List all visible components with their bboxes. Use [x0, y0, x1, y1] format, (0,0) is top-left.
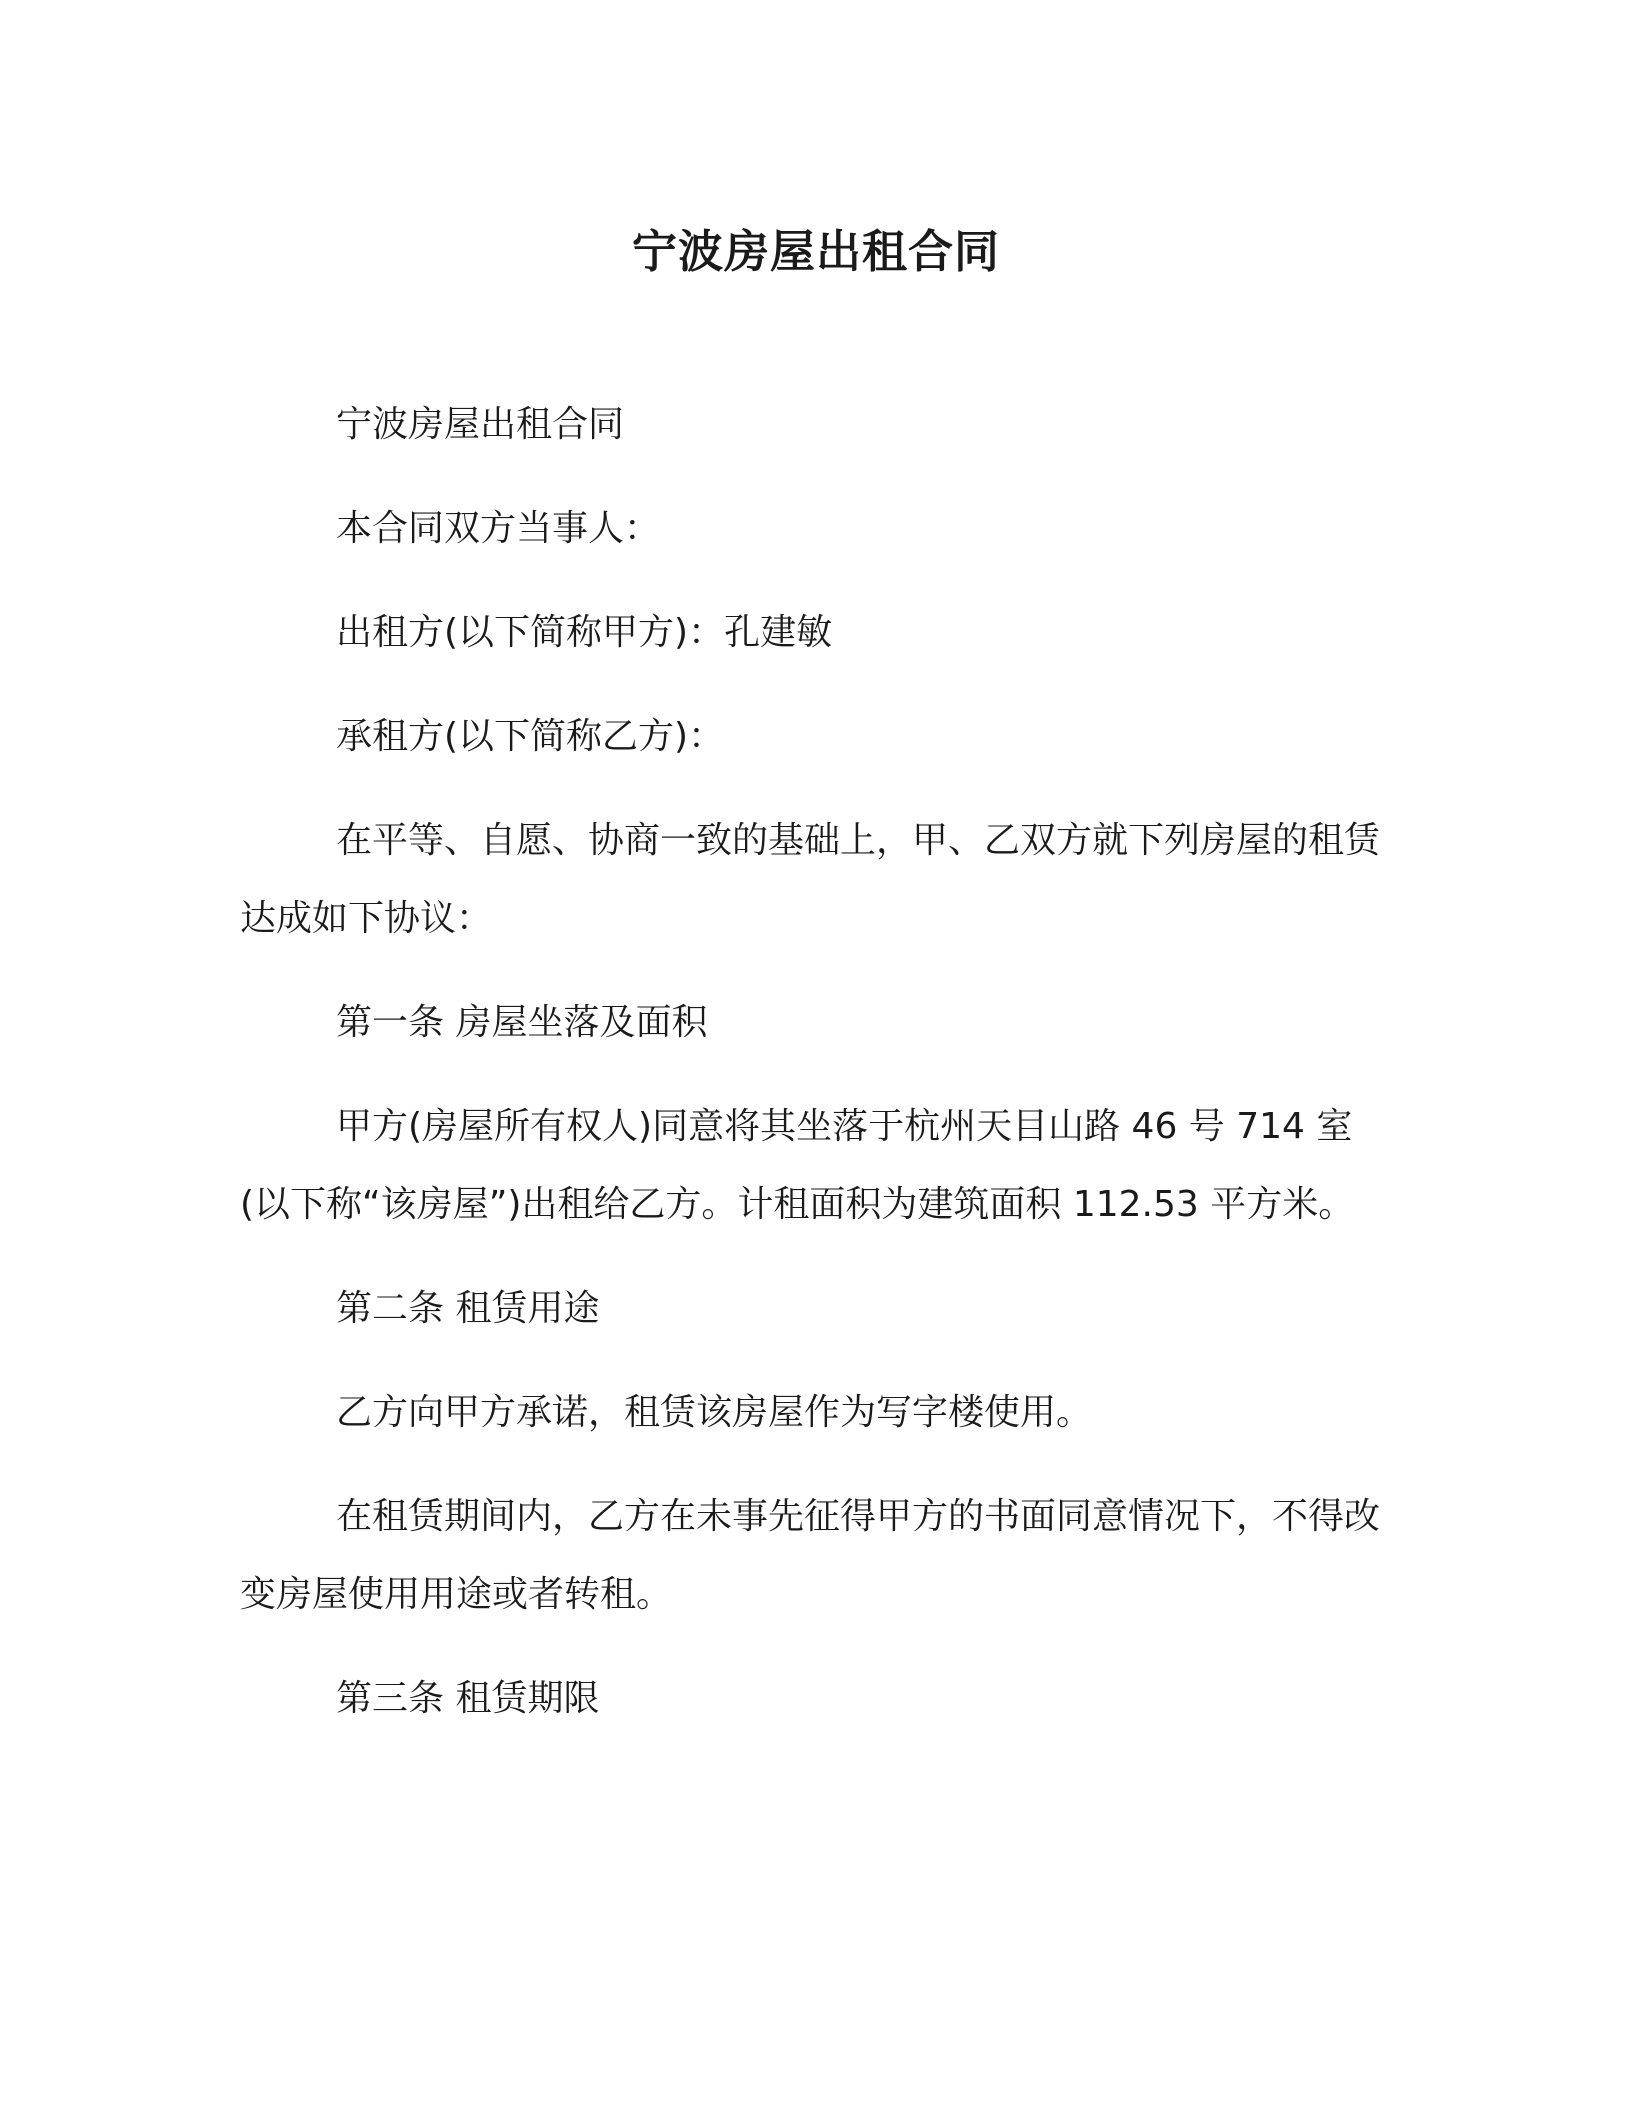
paragraph-lessee: 承租方(以下简称乙方)：: [336, 716, 725, 757]
article-1-body: 甲方(房屋所有权人)同意将其坐落于杭州天目山路 46 号 714 室(以下称“该房屋”)出租给乙方。计租面积为建筑面积 112.53 平方米。: [240, 1106, 1355, 1225]
article-2-body-restriction: 在租赁期间内，乙方在未事先征得甲方的书面同意情况下，不得改变房屋使用用途或者转租。: [240, 1496, 1381, 1615]
article-3-heading: 第三条 租赁期限: [336, 1678, 600, 1719]
article-1-heading: 第一条 房屋坐落及面积: [336, 1002, 708, 1043]
article-2-heading: 第二条 租赁用途: [336, 1288, 600, 1329]
document-title: 宁波房屋出租合同: [631, 225, 1000, 278]
article-2-body-usage: 乙方向甲方承诺，租赁该房屋作为写字楼使用。: [336, 1392, 1093, 1433]
paragraph-lessor: 出租方(以下简称甲方)：孔建敏: [336, 612, 833, 653]
paragraph-heading-repeat: 宁波房屋出租合同: [336, 404, 625, 445]
paragraph-parties-intro: 本合同双方当事人：: [336, 508, 661, 549]
paragraph-agreement-basis: 在平等、自愿、协商一致的基础上，甲、乙双方就下列房屋的租赁达成如下协议：: [240, 820, 1381, 939]
